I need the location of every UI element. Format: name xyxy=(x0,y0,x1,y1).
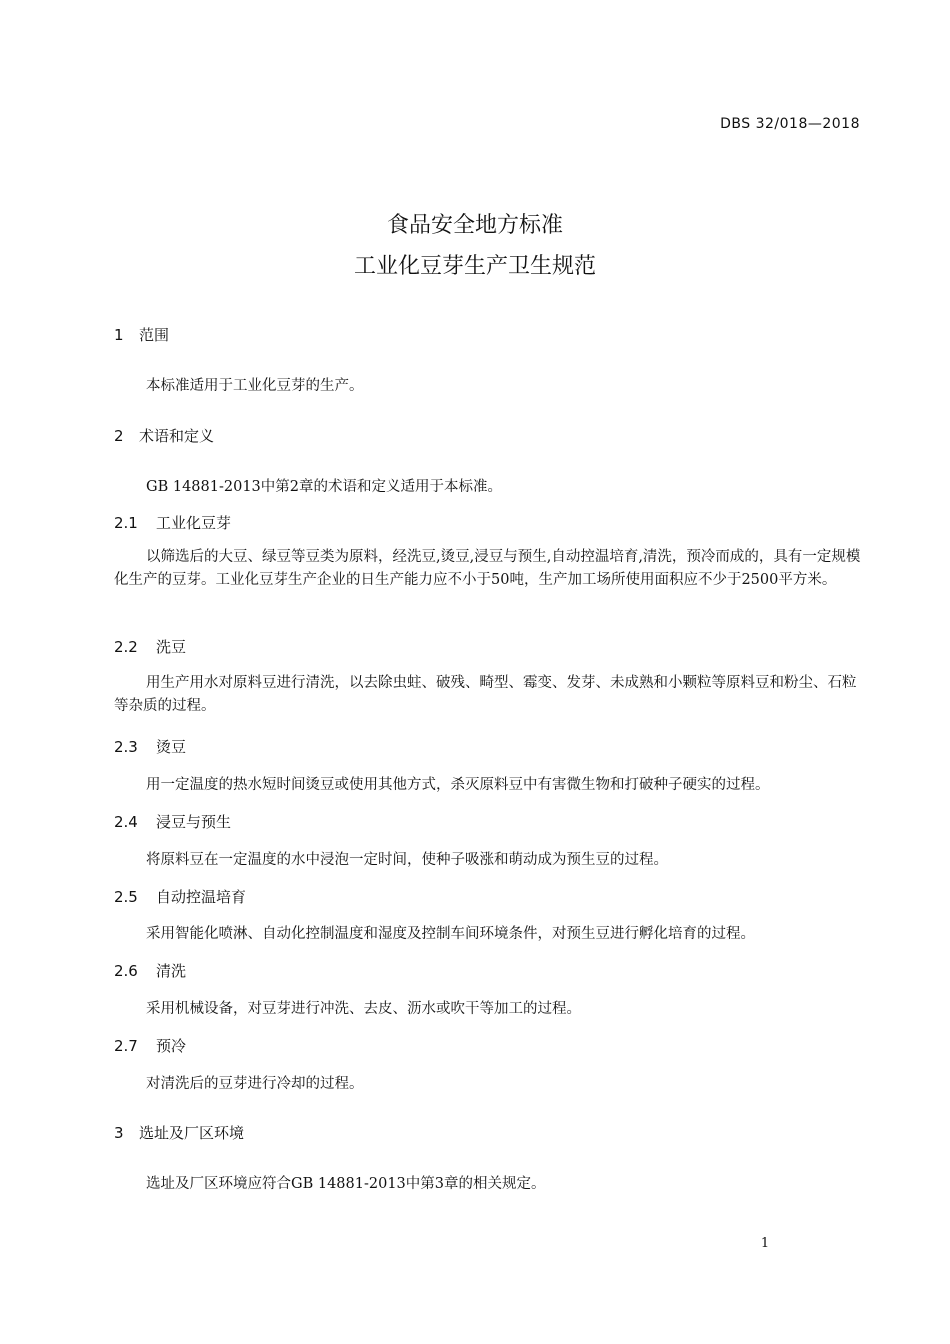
subsection-heading-2-4 xyxy=(114,811,231,832)
document-number: DBS 32/018—2018 xyxy=(720,116,860,132)
subsection-heading-2-1 xyxy=(114,512,231,533)
subsection-number: 2.3 xyxy=(114,738,138,756)
definition-2-2-paragraph: 用生产用水对原料豆进行清洗，以去除虫蛀、破残、畸型、霉变、发芽、未成熟和小颗粒等原料豆和粉尘、石粒等杂质的过程。 xyxy=(114,675,857,714)
subsection-title: 清洗 xyxy=(156,962,187,980)
subsection-title: 烫豆 xyxy=(156,738,187,756)
section-title: 范围 xyxy=(139,326,170,344)
page-number: 1 xyxy=(760,1236,770,1251)
terms-paragraph: GB 14881-2013中第2章的术语和定义适用于本标准。 xyxy=(146,479,502,495)
subsection-title: 工业化豆芽 xyxy=(156,514,232,532)
definition-2-4-paragraph: 将原料豆在一定温度的水中浸泡一定时间，使种子吸涨和萌动成为预生豆的过程。 xyxy=(146,852,668,868)
subsection-heading-2-5 xyxy=(114,886,246,907)
subsection-number: 2.1 xyxy=(114,514,138,532)
definition-2-3-paragraph: 用一定温度的热水短时间烫豆或使用其他方式，杀灭原料豆中有害微生物和打破种子硬实的过程。 xyxy=(146,777,770,793)
section-heading-scope xyxy=(114,324,169,345)
standard-category-title: 食品安全地方标准 xyxy=(386,213,563,238)
scope-paragraph: 本标准适用于工业化豆芽的生产。 xyxy=(146,378,364,394)
document-title: 工业化豆芽生产卫生规范 xyxy=(353,254,596,279)
subsection-title: 预冷 xyxy=(156,1037,187,1055)
subsection-heading-2-6 xyxy=(114,960,186,981)
subsection-number: 2.7 xyxy=(114,1037,138,1055)
subsection-title: 自动控温培育 xyxy=(156,888,247,906)
section-heading-terms xyxy=(114,425,214,446)
section-number: 2 xyxy=(114,427,124,445)
subsection-number: 2.5 xyxy=(114,888,138,906)
site-paragraph: 选址及厂区环境应符合GB 14881-2013中第3章的相关规定。 xyxy=(146,1176,546,1192)
subsection-heading-2-3 xyxy=(114,736,186,757)
definition-2-5-paragraph: 采用智能化喷淋、自动化控制温度和湿度及控制车间环境条件，对预生豆进行孵化培育的过程。 xyxy=(146,926,755,942)
subsection-number: 2.2 xyxy=(114,638,138,656)
subsection-number: 2.4 xyxy=(114,813,138,831)
subsection-number: 2.6 xyxy=(114,962,138,980)
section-number: 1 xyxy=(114,326,124,344)
subsection-heading-2-7 xyxy=(114,1035,186,1056)
definition-2-1-paragraph: 以筛选后的大豆、绿豆等豆类为原料，经洗豆,烫豆,浸豆与预生,自动控温培育,清洗，预冷而成的，具有一定规模化生产的豆芽。工业化豆芽生产企业的日生产能力应不小于50吨，生产加工场所使用面积应不少于2500平方米。 xyxy=(114,549,861,588)
section-title: 选址及厂区环境 xyxy=(139,1124,245,1142)
definition-2-6-paragraph: 采用机械设备，对豆芽进行冲洗、去皮、沥水或吹干等加工的过程。 xyxy=(146,1001,581,1017)
subsection-title: 洗豆 xyxy=(156,638,187,656)
subsection-title: 浸豆与预生 xyxy=(156,813,232,831)
definition-2-7-paragraph: 对清洗后的豆芽进行冷却的过程。 xyxy=(146,1076,364,1092)
subsection-heading-2-2 xyxy=(114,636,186,657)
section-number: 3 xyxy=(114,1124,124,1142)
section-heading-site xyxy=(114,1122,244,1143)
section-title: 术语和定义 xyxy=(139,427,215,445)
